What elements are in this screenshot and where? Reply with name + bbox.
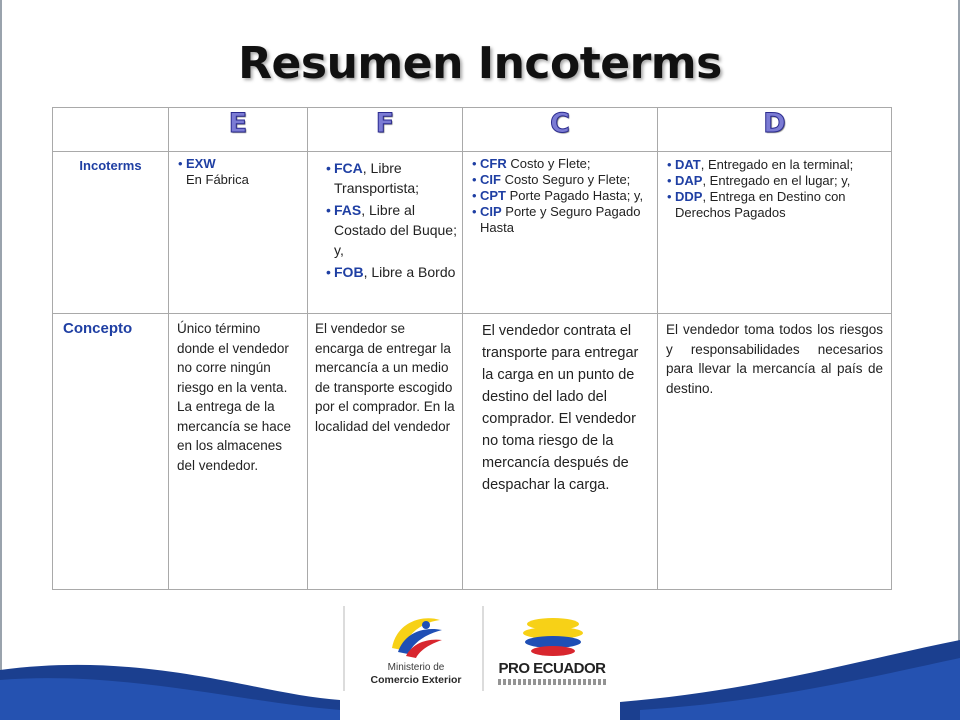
bullet-icon: • — [326, 202, 331, 218]
header-cell-e — [169, 108, 308, 152]
incoterms-label-cell — [53, 152, 169, 314]
incoterm-description: , Entrega en Destino con Derechos Pagados — [675, 189, 846, 220]
incoterm-item — [472, 156, 653, 172]
incoterms-list-d — [658, 152, 891, 221]
bullet-icon: • — [472, 188, 477, 203]
incoterm-code: EXW — [186, 156, 216, 171]
incoterm-code: CFR — [480, 156, 507, 171]
header-cell-d — [658, 108, 892, 152]
incoterms-list-c — [463, 152, 657, 236]
incoterm-description: , Entregado en el lugar; y, — [702, 173, 851, 188]
incoterm-item — [178, 172, 303, 188]
ministerio-logo — [352, 612, 480, 698]
bullet-icon: • — [326, 264, 331, 280]
bullet-icon: • — [472, 172, 477, 187]
incoterm-description: Porte Pagado Hasta; y, — [506, 188, 644, 203]
incoterm-item — [326, 158, 458, 198]
concepto-label-cell — [53, 314, 169, 590]
footer-wave-band — [0, 640, 960, 720]
incoterm-item — [667, 157, 887, 173]
concepto-text-e: Único término donde el vendedor no corre ningún riesgo en la venta. La entrega de la mercancía se hace en los almacenes del vendedor. — [177, 321, 292, 473]
bullet-icon: • — [178, 156, 183, 171]
incoterms-list-f — [308, 152, 462, 282]
incoterm-description: , Libre al Costado del Buque; y, — [334, 202, 457, 258]
bullet-icon: • — [472, 204, 477, 219]
header-cell-f — [308, 108, 463, 152]
incoterms-cell-d — [658, 152, 892, 314]
incoterm-code: CIP — [480, 204, 502, 219]
ministerio-name-line1: Ministerio de — [387, 662, 445, 673]
proecuador-subtitle-graphic — [498, 679, 606, 685]
incoterms-list-e — [169, 152, 307, 188]
concepto-text-d: El vendedor toma todos los riesgos y responsabilidades necesarios para llevar la mercancía al país de destino. — [666, 322, 883, 396]
header-letter-d: D — [763, 108, 786, 139]
header-cell-c — [463, 108, 658, 152]
logo-divider-left — [343, 606, 345, 691]
header-letter-c: C — [550, 108, 570, 139]
table-header-row — [53, 108, 892, 152]
incoterm-code: FOB — [334, 264, 364, 280]
concepto-text-c: El vendedor contrata el transporte para entregar la carga en un punto de destino del lado del comprador. El vendedor no toma riesgo de la mercancía después de despachar la carga. — [482, 323, 639, 493]
incoterm-code: DAP — [675, 173, 703, 188]
logo-divider-right — [482, 606, 484, 691]
header-letter-f: F — [375, 108, 395, 139]
incoterm-item — [472, 204, 653, 236]
bullet-icon: • — [667, 173, 672, 188]
concepto-cell-d — [658, 314, 892, 590]
concepto-cell-c — [463, 314, 658, 590]
slide-title: Resumen Incoterms — [238, 38, 722, 89]
incoterm-description: Costo y Flete; — [506, 156, 591, 171]
header-letter-e: E — [228, 108, 248, 139]
incoterm-item — [326, 262, 458, 282]
incoterm-code: CPT — [480, 188, 506, 203]
incoterm-description: , Entregado en la terminal; — [700, 157, 854, 172]
concepto-text-f: El vendedor se encarga de entregar la mercancía a un medio de transporte escogido por el comprador. En la localidad del vendedor — [315, 321, 455, 434]
bullet-icon: • — [326, 160, 331, 176]
ministerio-name-line2: Comercio Exterior — [370, 674, 462, 686]
incoterm-item — [667, 173, 887, 189]
incoterms-row-label: Incoterms — [79, 158, 142, 173]
incoterm-code: DAT — [675, 157, 701, 172]
incoterm-item — [472, 188, 653, 204]
bullet-icon: • — [667, 157, 672, 172]
incoterms-table — [52, 107, 892, 590]
incoterm-description: En Fábrica — [186, 172, 249, 187]
concepto-row-label: Concepto — [63, 320, 133, 337]
incoterm-description: Costo Seguro y Flete; — [500, 172, 631, 187]
incoterm-description: Porte y Seguro Pagado Hasta — [480, 204, 641, 235]
incoterm-item — [326, 200, 458, 260]
concepto-cell-e — [169, 314, 308, 590]
proecuador-logo — [492, 616, 612, 696]
proecuador-name: PRO ECUADOR — [498, 660, 606, 677]
incoterm-code: CIF — [480, 172, 501, 187]
incoterms-cell-c — [463, 152, 658, 314]
concepto-row — [53, 314, 892, 590]
incoterm-item — [178, 156, 303, 172]
incoterms-cell-f — [308, 152, 463, 314]
incoterm-item — [472, 172, 653, 188]
incoterm-description: , Libre a Bordo — [363, 264, 456, 280]
incoterms-cell-e — [169, 152, 308, 314]
incoterm-item — [667, 189, 887, 221]
incoterm-code: FAS — [334, 202, 362, 218]
incoterm-description: , Libre Transportista; — [334, 160, 420, 196]
bullet-icon: • — [472, 156, 477, 171]
header-empty-cell — [53, 108, 169, 152]
incoterm-code: FCA — [334, 160, 363, 176]
ministerio-emblem-icon — [386, 612, 446, 660]
incoterm-code: DDP — [675, 189, 703, 204]
proecuador-emblem-icon — [518, 616, 588, 658]
bullet-icon: • — [667, 189, 672, 204]
concepto-cell-f — [308, 314, 463, 590]
incoterms-row — [53, 152, 892, 314]
slide-left-edge — [0, 0, 2, 720]
